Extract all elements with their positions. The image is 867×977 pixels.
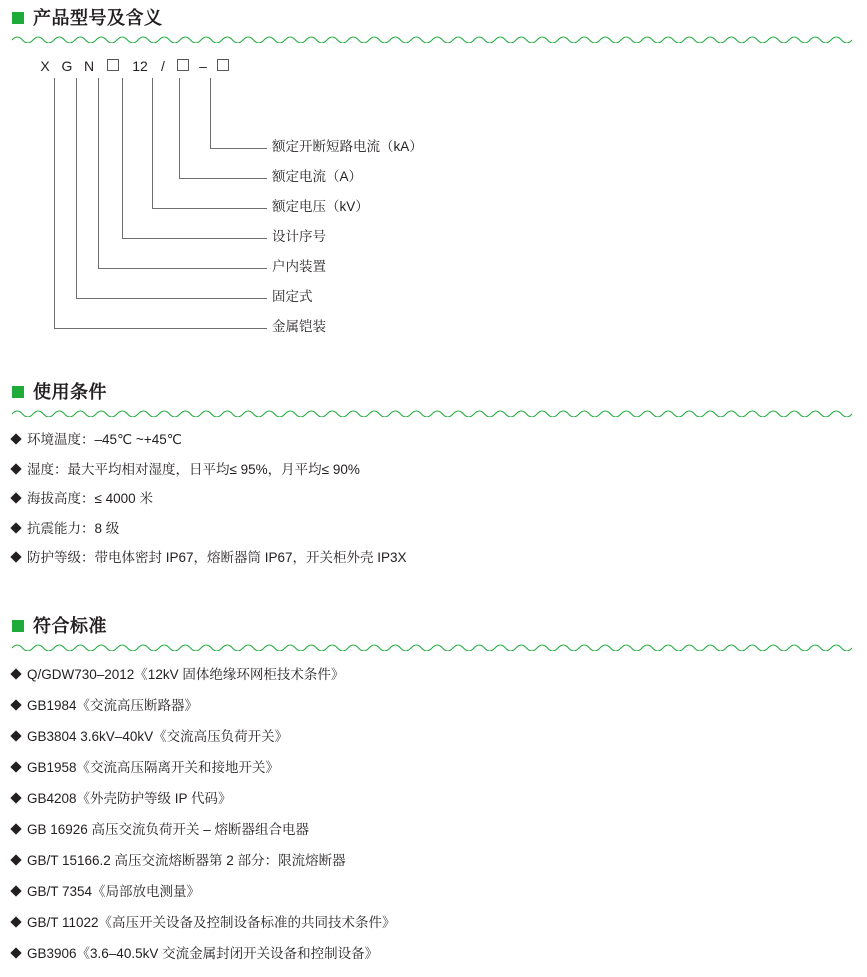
code-char-6 xyxy=(172,58,194,74)
model-label-0: 额定开断短路电流（kA） xyxy=(272,139,423,154)
condition-text: 防护等级：带电体密封 IP67，熔断器筒 IP67，开关柜外壳 IP3X xyxy=(27,550,407,565)
conditions-list xyxy=(12,432,855,580)
standard-text: GB1984《交流高压断路器》 xyxy=(27,698,199,713)
model-label-4: 户内装置 xyxy=(272,259,326,274)
diamond-bullet-icon xyxy=(10,854,21,865)
leader-line-7 xyxy=(54,78,267,329)
condition-text: 海拔高度：≤ 4000 米 xyxy=(27,491,153,506)
condition-text: 抗震能力：8 级 xyxy=(27,520,120,536)
list-item xyxy=(12,884,855,900)
list-item xyxy=(12,946,855,962)
diamond-bullet-icon xyxy=(10,699,21,710)
standard-text: GB 16926 高压交流负荷开关 – 熔断器组合电器 xyxy=(27,822,310,837)
list-item xyxy=(12,667,855,683)
model-label-5: 固定式 xyxy=(272,289,313,304)
standards-list xyxy=(12,667,855,977)
list-item xyxy=(12,791,855,807)
diamond-bullet-icon xyxy=(10,433,21,444)
code-box-icon xyxy=(217,59,229,71)
code-box-icon xyxy=(177,59,189,71)
section-title-row xyxy=(12,614,855,638)
code-char-8 xyxy=(212,58,234,74)
code-char-0: X xyxy=(40,58,50,74)
diamond-bullet-icon xyxy=(10,463,21,474)
model-code-diagram xyxy=(12,52,855,334)
condition-text: 环境温度：–45℃ ~+45℃ xyxy=(27,432,182,447)
list-item xyxy=(12,915,855,931)
section-title-row xyxy=(12,380,855,404)
model-label-3: 设计序号 xyxy=(272,229,326,244)
diamond-bullet-icon xyxy=(10,668,21,679)
code-char-1: G xyxy=(61,58,73,74)
list-item xyxy=(12,760,855,776)
list-item xyxy=(12,491,855,507)
model-label-6: 金属铠装 xyxy=(272,319,326,334)
diamond-bullet-icon xyxy=(10,885,21,896)
section-title-standards: 符合标准 xyxy=(33,616,107,636)
list-item xyxy=(12,521,855,537)
code-box-icon xyxy=(107,59,119,71)
standard-text: GB/T 7354《局部放电测量》 xyxy=(27,884,201,899)
green-square-icon xyxy=(12,386,24,398)
code-char-7: – xyxy=(199,58,207,74)
standard-text: GB/T 15166.2 高压交流熔断器第 2 部分：限流熔断器 xyxy=(27,853,346,868)
diamond-bullet-icon xyxy=(10,551,21,562)
wave-divider xyxy=(12,642,855,651)
section-title-row xyxy=(12,6,855,30)
standard-text: GB3906《3.6–40.5kV 交流金属封闭开关设备和控制设备》 xyxy=(27,946,379,961)
model-label-2: 额定电压（kV） xyxy=(272,199,369,214)
standard-text: Q/GDW730–2012《12kV 固体绝缘环网柜技术条件》 xyxy=(27,667,345,682)
wave-divider xyxy=(12,34,855,43)
section-title-model: 产品型号及含义 xyxy=(33,8,163,28)
standard-text: GB/T 11022《高压开关设备及控制设备标准的共同技术条件》 xyxy=(27,915,396,930)
list-item xyxy=(12,822,855,838)
list-item xyxy=(12,432,855,448)
list-item xyxy=(12,698,855,714)
section-header-standards xyxy=(12,614,855,651)
diamond-bullet-icon xyxy=(10,730,21,741)
section-header-conditions xyxy=(12,380,855,417)
diamond-bullet-icon xyxy=(10,916,21,927)
standard-text: GB1958《交流高压隔离开关和接地开关》 xyxy=(27,760,280,775)
diamond-bullet-icon xyxy=(10,761,21,772)
green-square-icon xyxy=(12,12,24,24)
diamond-bullet-icon xyxy=(10,522,21,533)
list-item xyxy=(12,729,855,745)
wave-divider xyxy=(12,408,855,417)
list-item xyxy=(12,853,855,869)
code-char-2: N xyxy=(83,58,95,74)
standard-text: GB4208《外壳防护等级 IP 代码》 xyxy=(27,791,232,806)
model-label-1: 额定电流（A） xyxy=(272,169,363,184)
code-char-5: / xyxy=(161,58,165,74)
diamond-bullet-icon xyxy=(10,792,21,803)
diamond-bullet-icon xyxy=(10,823,21,834)
code-char-4: 12 xyxy=(132,58,148,74)
model-code-row xyxy=(34,58,234,74)
list-item xyxy=(12,550,855,566)
diamond-bullet-icon xyxy=(10,492,21,503)
section-header-model xyxy=(12,6,855,43)
diamond-bullet-icon xyxy=(10,947,21,958)
list-item xyxy=(12,462,855,478)
standard-text: GB3804 3.6kV–40kV《交流高压负荷开关》 xyxy=(27,729,289,744)
condition-text: 湿度：最大平均相对湿度，日平均≤ 95%，月平均≤ 90% xyxy=(27,461,360,477)
green-square-icon xyxy=(12,620,24,632)
code-char-3 xyxy=(100,58,126,74)
section-title-conditions: 使用条件 xyxy=(33,382,107,402)
